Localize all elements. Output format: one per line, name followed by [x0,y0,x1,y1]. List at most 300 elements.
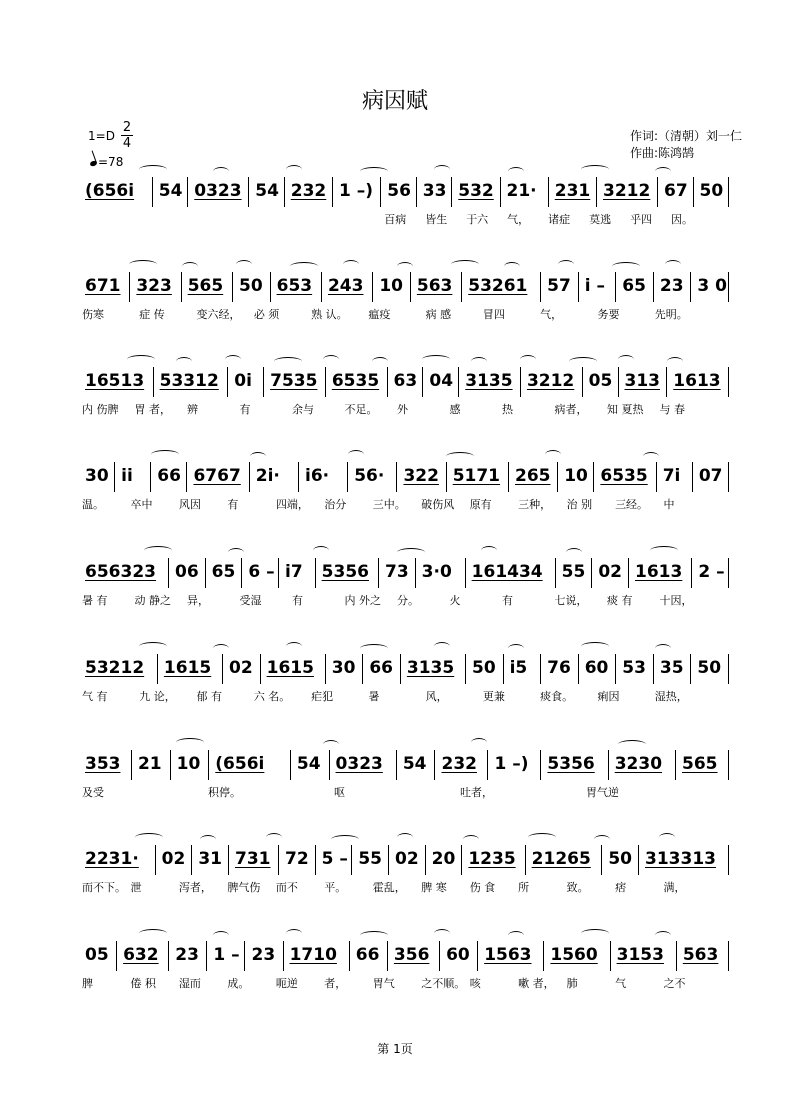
barline [543,941,544,971]
lyric-text: 内 外之 [344,594,381,607]
lyric-text: 熟 认。 [311,308,348,321]
barline [555,558,556,588]
slur-mark [213,644,229,653]
barline [728,177,729,207]
barline [446,462,447,492]
measure: 30 [85,466,109,486]
lyric-text: 郁 有 [196,690,223,703]
lyrics-line [82,401,732,417]
slur-line [82,155,732,175]
measure: 7535 [270,371,318,391]
lyric-text: 外 [397,403,408,416]
measure: 50 [472,658,496,678]
slur-mark [323,355,339,364]
barline [181,272,182,302]
barline [170,750,171,780]
lyrics-line [82,688,732,704]
lyric-text: 气， [540,308,563,321]
lyrics-line [82,975,732,991]
measure: 6 – [248,562,275,582]
lyric-text: 嗽 者， [518,977,555,990]
slur-mark [434,165,450,174]
measure: 1613 [673,371,721,391]
lyric-text: 之不顺。 [421,977,466,990]
lyric-text: 所 [518,881,530,894]
measure: 6535 [600,466,648,486]
slur-mark [451,260,479,269]
lyric-text: 风因 [178,498,201,511]
measure: i7 [285,562,303,582]
slur-line [82,728,732,748]
barline [186,462,187,492]
lyric-text: 有 [239,403,251,416]
slur-line [82,823,732,843]
lyric-text: 而不 [275,881,298,894]
barline [461,845,462,875]
lyric-text: 冒四 [482,308,505,321]
measure: 31 [198,849,222,869]
barline [332,177,333,207]
barline [657,177,658,207]
slur-mark [667,357,683,366]
barline [503,654,504,684]
measure: 67 [664,181,688,201]
lyric-text: 泻者， [178,881,212,894]
lyrics-line [82,211,732,227]
measure: 66 [369,658,393,678]
lyric-text: 务要 [597,308,620,321]
slur-mark [566,548,582,557]
slur-line [82,919,732,939]
measure: 7i [662,466,681,486]
measure: 353 [85,754,121,774]
measure: 313 [624,371,660,391]
lyric-text: 成。 [227,977,250,990]
barline [557,462,558,492]
slur-mark [581,165,609,174]
measure: 10 [379,276,403,296]
measure: 232 [441,754,477,774]
measure: 563 [682,945,719,965]
measure: 656323 [85,562,156,582]
measure: 2231· [85,849,139,869]
lyric-text: 治 别 [566,498,593,511]
lyric-text: 破伤风 [421,498,455,511]
measure: 323 [136,276,172,296]
barline [168,558,169,588]
measure: 1 –) [339,181,374,201]
measure: 20 [431,849,456,869]
measure: 72 [285,849,309,869]
measure: ii [121,466,133,486]
measure: 33 [422,181,447,201]
lyric-text: 有 [502,594,513,607]
measure: 565 [187,276,224,296]
measure: 56· [354,466,385,486]
lyric-text: 余与 [292,403,314,416]
barline [618,367,619,397]
barline [628,558,629,588]
measure: 313313 [645,849,716,869]
barline [191,845,192,875]
notation-line [82,367,732,397]
barline [676,941,677,971]
measure: 3212 [526,371,575,391]
measure: 1 – [213,945,240,965]
measure: 54 [255,181,279,201]
barline [465,654,466,684]
barline [380,177,381,207]
slur-mark [655,644,671,653]
barline [249,462,250,492]
barline [290,750,291,780]
slur-mark [422,355,450,364]
barline [206,941,207,971]
notation-line [82,941,732,971]
measure: 563 [416,276,453,296]
measure: 55 [358,849,382,869]
slur-mark [290,262,318,271]
lyric-text: 三经。 [615,498,649,511]
measure: 0i [234,371,252,391]
lyric-text: 温。 [82,498,104,511]
lyric-text: 动 静之 [134,594,171,607]
barline [487,750,488,780]
time-signature-bottom: 4 [122,136,132,151]
time-signature-top: 2 [122,120,132,135]
lyric-text: 卒中 [130,498,153,511]
barline [690,654,691,684]
lyric-text: 平。 [324,881,347,894]
slur-mark [129,260,157,269]
barline [578,272,579,302]
lyrics-line [82,879,732,895]
slur-line [82,632,732,652]
slur-mark [266,833,282,842]
lyric-text: 痞 [615,881,627,894]
lyric-text: 气 [615,977,627,990]
lyrics-line [82,784,732,800]
measure: 05 [85,945,109,965]
barline [321,272,322,302]
measure: 53212 [85,658,145,678]
measure: 0323 [335,754,383,774]
slur-mark [250,452,266,461]
measure: 5 – [321,849,348,869]
measure: 04 [429,371,454,391]
lyric-text: 因。 [671,213,694,226]
slur-mark [360,167,388,176]
slur-mark [135,833,163,842]
lyric-text: 致。 [566,881,589,894]
barline [152,177,153,207]
measure: 65 [211,562,236,582]
slur-mark [151,450,179,459]
lyric-text: 呕 [334,786,345,799]
lyric-text: 九 论， [139,690,176,703]
lyric-text: 伤寒 [82,308,104,321]
slur-mark [236,260,252,269]
barline [692,462,693,492]
barline [387,367,388,397]
lyricist: 作词:（清朝）刘一仁 [630,129,743,143]
measure: 3230 [614,754,663,774]
barline [410,272,411,302]
barline [615,654,616,684]
lyric-text: 与 春 [659,403,685,416]
barline [157,654,158,684]
slur-mark [581,929,609,938]
lyric-text: 者， [324,977,347,990]
measure: 21 [137,754,162,774]
measure: 23 [175,945,199,965]
barline [593,462,594,492]
slur-mark [650,546,678,555]
measure: 53312 [159,371,219,391]
lyric-text: 吐者， [460,786,493,799]
lyric-text: 痢因 [597,690,620,703]
barline [477,941,478,971]
barline [349,941,350,971]
barline [525,845,526,875]
measure: 731 [235,849,271,869]
slur-mark [372,357,388,366]
lyric-text: 热 [502,403,513,416]
slur-mark [182,262,198,271]
barline [465,558,466,588]
slur-mark [463,835,479,844]
measure: 5356 [547,754,595,774]
lyric-text: 疟犯 [311,690,334,703]
key-signature: 1=D [88,129,115,143]
slur-mark [360,931,388,940]
composer: 作曲:陈鸿鹄 [630,146,695,160]
measure: 66 [157,466,181,486]
lyric-text: 及受 [82,786,104,799]
measure: 265 [515,466,551,486]
measure: 30 [331,658,356,678]
barline [278,558,279,588]
lyric-text: 风， [425,690,448,703]
measure: 55 [561,562,586,582]
slur-mark [581,642,609,651]
lyric-text: 三中。 [372,498,406,511]
barline [728,272,729,302]
lyric-text: 七说， [554,594,588,607]
barline [284,177,285,207]
measure: 57 [547,276,571,296]
measure: 5171 [452,466,501,486]
slur-mark [471,738,487,747]
measure: 1615 [266,658,314,678]
measure: 161434 [471,562,543,582]
barline [400,654,401,684]
barline [241,558,242,588]
measure: 356 [393,945,430,965]
barline [347,462,348,492]
measure: 3·0 [421,562,452,582]
measure: 50 [608,849,632,869]
barline [131,750,132,780]
notation-line [82,750,732,780]
barline [610,941,611,971]
measure: 07 [698,466,723,486]
page-number: 第 1页 [377,1042,413,1056]
lyric-text: 不足。 [344,403,378,416]
slur-mark [139,642,167,651]
measure: 6767 [193,466,241,486]
measure: 21· [506,181,537,201]
measure: 1560 [550,945,598,965]
measure: 60 [584,658,609,678]
barline [315,558,316,588]
measure: 54 [402,754,427,774]
barline [596,177,597,207]
measure: 5356 [321,562,369,582]
notation-line [82,558,732,588]
lyrics-line [82,496,732,512]
barline [325,654,326,684]
barline [675,750,676,780]
measure: 1235 [468,849,516,869]
barline [232,272,233,302]
lyric-text: 脾 [82,977,93,990]
lyric-text: 中 [663,498,675,511]
slur-mark [139,929,167,938]
measure: 73 [385,562,409,582]
barline [315,845,316,875]
slur-mark [558,260,574,269]
slur-mark [520,355,536,364]
measure: 06 [175,562,199,582]
measure: 3135 [406,658,455,678]
slur-mark [545,450,561,459]
barline [116,941,117,971]
slur-mark [397,548,425,557]
lyric-text: 脾 寒 [421,881,447,894]
barline [396,750,397,780]
slur-line [82,440,732,460]
lyric-text: 泄 [130,881,142,894]
lyric-text: 咳 [469,977,481,990]
lyric-text: 暑 [368,690,380,703]
lyric-text: 满， [663,881,686,894]
barline [416,177,417,207]
barline [601,845,602,875]
barline [520,367,521,397]
lyric-text: 胃气 [372,977,395,990]
slur-mark [348,450,364,459]
barline [548,177,549,207]
lyric-text: 病者， [554,403,588,416]
slur-mark [323,740,339,749]
measure: 1 –) [494,754,529,774]
barline [615,272,616,302]
measure: 02 [598,562,622,582]
barline [298,462,299,492]
barline [263,367,264,397]
measure: 60 [446,945,470,965]
slur-mark [508,167,524,176]
barline [387,941,388,971]
barline [653,654,654,684]
measure: 63 [393,371,418,391]
measure: 653 [276,276,313,296]
lyric-text: 乎四 [630,213,653,226]
slur-mark [397,262,413,271]
lyric-text: 辨 [187,403,198,416]
time-signature [120,121,134,150]
slur-mark [200,835,216,844]
measure: (656i [215,754,265,774]
notation-line [82,845,732,875]
lyric-text: 痰食。 [540,690,574,703]
slur-mark [655,931,671,940]
barline [461,272,462,302]
notation-line [82,654,732,684]
slur-mark [213,167,229,176]
measure: 23 [659,276,684,296]
measure: 1615 [163,658,212,678]
measure: 632 [123,945,159,965]
lyric-text: 先明。 [654,308,688,321]
lyric-text: 异， [187,594,209,607]
lyric-text: 原有 [469,498,492,511]
slur-mark [504,262,520,271]
lyric-text: 之不 [663,977,686,990]
barline [415,558,416,588]
measure: 76 [547,658,571,678]
measure: 65 [622,276,646,296]
barline [388,845,389,875]
barline [425,845,426,875]
lyric-text: 暑 有 [82,594,108,607]
lyric-text: 变六经， [196,308,241,321]
lyrics-line [82,306,732,322]
measure: 02 [161,849,186,869]
slur-mark [612,262,640,271]
slur-mark [397,833,413,842]
slur-mark [213,931,229,940]
slur-mark [594,835,610,844]
lyric-text: 更兼 [482,690,505,703]
lyric-text: 肺 [566,977,578,990]
slur-mark [508,644,524,653]
measure: 3135 [465,371,513,391]
lyric-text: 诸症 [548,213,571,226]
barline [270,272,271,302]
measure: 3153 [616,945,664,965]
measure: i6· [305,466,330,486]
page-title: 病因赋 [361,89,428,114]
measure: 3212 [603,181,651,201]
measure: 2 – [698,562,725,582]
slur-mark [176,738,204,747]
barline [155,845,156,875]
measure: 10 [176,754,201,774]
lyric-text: 六 名。 [253,690,291,703]
measure: 231 [554,181,591,201]
barline [608,750,609,780]
lyric-text: 治分 [324,498,347,511]
barline [540,272,541,302]
barline [351,845,352,875]
lyric-text: 皆生 [425,213,448,226]
measure: 565 [682,754,718,774]
lyric-text: 四端， [275,498,309,511]
measure: 0323 [194,181,242,201]
measure: i5 [509,658,528,678]
